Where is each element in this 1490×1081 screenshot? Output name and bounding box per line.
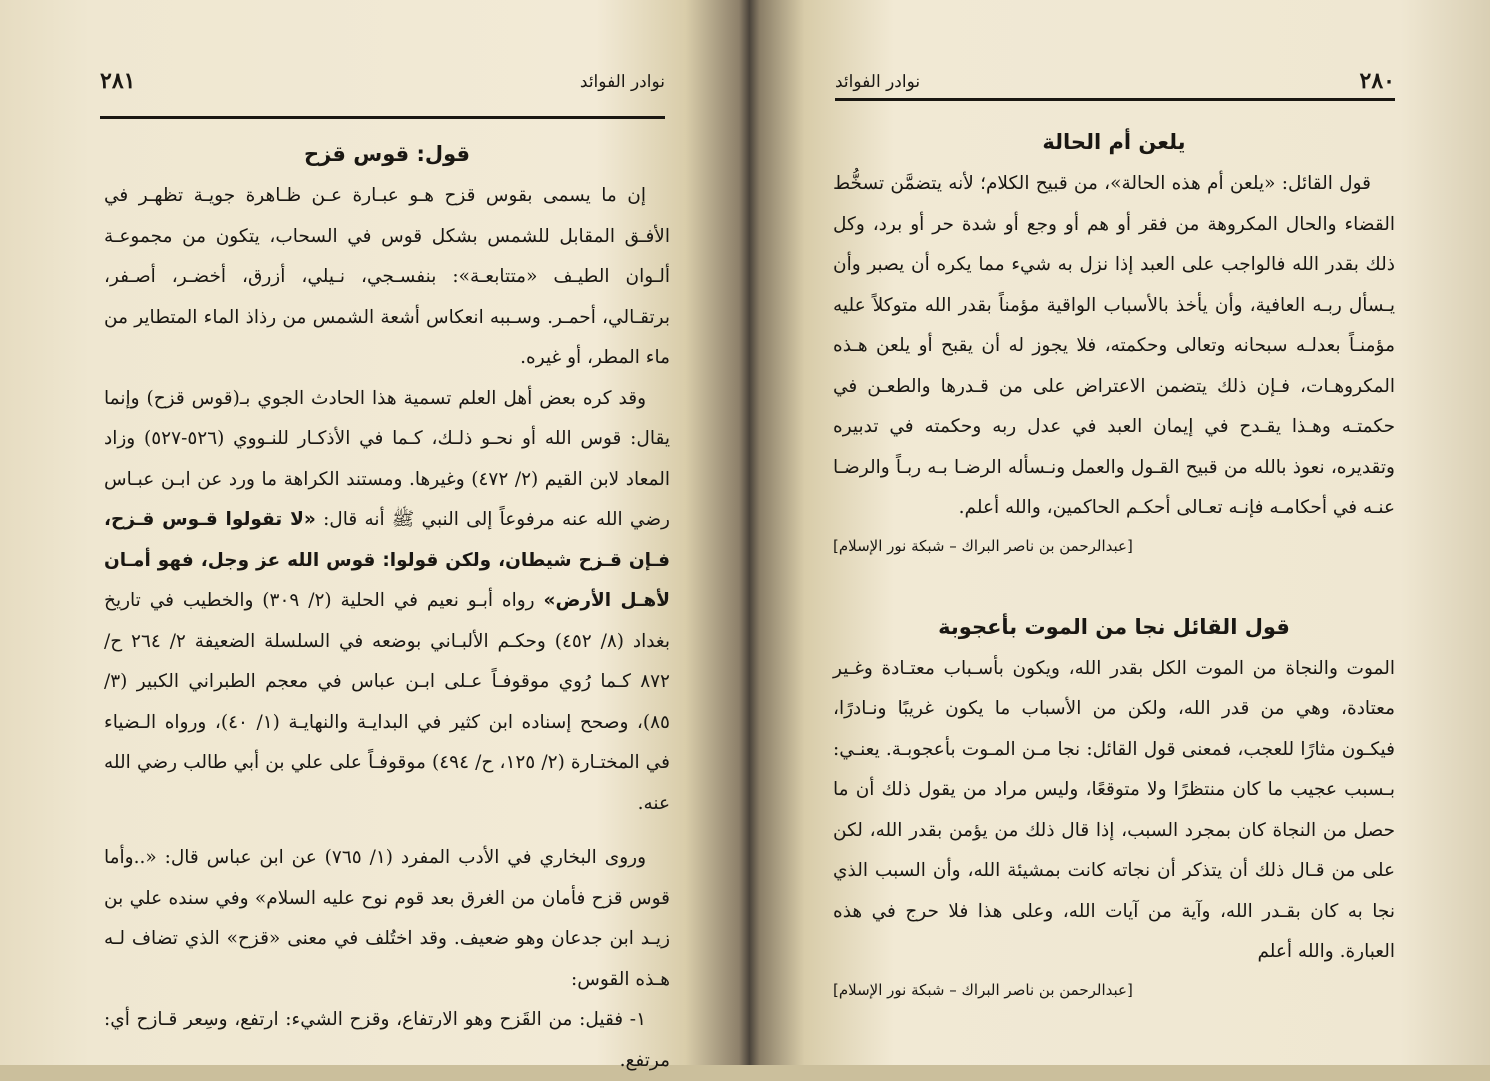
page-281 bbox=[0, 0, 745, 1071]
paragraph: قول القائل: «يلعن أم هذه الحالة»، من قبيح الكلام؛ لأنه يتضمَّن تسخُّط القضاء والحال المكروهة من فقر أو هم أو وجع أو شدة حر أو برد، وكل ذلك بقدر الله فالواجب على العبد إذا نزل به شيء مما يكره أن يصبر وأن يـسأل ربـه العافية، وأن يأخذ بالأسباب الواقية مؤمناً بقدر الله متوكلاً عليه مؤمنـاً بعدلـه سبحانه وتعالى وحكمته، فلا يجوز له أن يقبح أو يلعن هـذه المكروهـات، فـإن ذلك يتضمن الاعتراض على من قـدرها والطعـن في حكمتـه وهـذا يقـدح في إيمان العبد في عدل ربه وحكمته في تدبيره وتقديره، نعوذ بالله من قبيح القـول والعمل ونـسأله الرضـا بـه ربـاً والرضـا عنـه في أحكامـه فإنـه تعـالى أحكـم الحاكمين، والله أعلم. bbox=[833, 173, 1395, 518]
paragraph: وروى البخاري في الأدب المفرد (١/ ٧٦٥) عن ابن عباس قال: «..وأما قوس قزح فأمان من الغرق بعد قوم نوح عليه السلام» وفي سنده علي بن زيـد ابن جدعان وهو ضعيف. وقد اختُلف في معنى «قزح» الذي تضاف لـه هـذه القوس: bbox=[104, 847, 670, 990]
hadith-quote: «لا تقولوا قـوس قـزح، فـإن قـزح شيطان، ولكن قولوا: قوس الله عز وجل، فهو أمـان لأهـل الأرض» bbox=[104, 509, 670, 611]
section-heading: قول القائل نجا من الموت بأعجوبة bbox=[938, 614, 1290, 639]
paragraph bbox=[104, 379, 670, 825]
paragraph: إن ما يسمى بقوس قزح هـو عبـارة عـن ظـاهرة جويـة تظهـر في الأفـق المقابل للشمس بشكل قوس في السحاب، يتكون من مجموعـة ألـوان الطيـف «متتابعـة»: بنفسـجي، نـيلي، أزرق، أخضـر، أصـفر، برتقـالي، أحمـر. وسـببه انعكاس أشعة الشمس من رذاذ الماء المتطاير من ماء المطر، أو غيره. bbox=[104, 185, 670, 368]
running-title: نوادر الفوائد bbox=[579, 72, 665, 92]
paragraph-text: رواه أبـو نعيم في الحلية (٢/ ٣٠٩) والخطيب في تاريخ بغداد (٨/ ٤٥٢) وحكـم الألبـاني بوضعه في السلسلة الضعيفة ٢/ ٢٦٤ ح/ ٨٧٢ كـما رُوي موقوفـاً عـلى ابـن عباس في معجم الطبراني الكبير (٣/ ٨٥)، وصحح إسناده ابن كثير في البدايـة والنهايـة (١/ ٤٠)، ورواه الـضياء في المختـارة (٢/ ١٢٥، ح/ ٤٩٤) موقوفـاً على علي بن أبي طالب رضي الله عنه. bbox=[104, 590, 670, 814]
page-body bbox=[833, 120, 1395, 1005]
header-rule bbox=[835, 98, 1395, 101]
header-rule bbox=[100, 116, 665, 119]
attribution: [عبدالرحمن بن ناصر البراك – شبكة نور الإسلام] bbox=[833, 980, 1133, 999]
paragraph-text: وقد كره بعض أهل العلم تسمية هذا الحادث الجوي بـ(قوس قزح) وإنما يقال: قوس الله أو نحـو ذلـك، كـما في الأذكـار للنـووي (٥٢٦-٥٢٧) وزاد المعاد لابن القيم (٢/ ٤٧٢) وغيرها. ومستند الكراهة ما ورد عن ابـن عبـاس رضي الله عنه مرفوعاً إلى النبي ﷺ أنه قال: bbox=[104, 387, 670, 530]
running-head bbox=[100, 68, 665, 108]
running-head bbox=[835, 68, 1395, 108]
paragraph: الموت والنجاة من الموت الكل بقدر الله، ويكون بأسـباب معتـادة وغـير معتادة، وهي من قدر الله، ولكن من الأسباب ما يكون غريبًا ونـادرًا، فيكـون مثارًا للعجب، فمعنى قول القائل: نجا مـن المـوت بأعجوبـة. يعنـي: بـسبب عجيب ما كان منتظرًا ولا متوقعًا، وليس مراد من يقول ذلك أن ما حصل من النجاة كان بمجرد السبب، إذا قال ذلك من يؤمن بقدر الله، لكن على من قـال ذلك أن يتذكر أن نجاته كانت بمشيئة الله، وأن السبب الذي نجا به كان بقـدر الله، وآية من آيات الله، وعلى هذا فلا حرج في هذه العبارة. والله أعلم bbox=[833, 657, 1395, 962]
running-title: نوادر الفوائد bbox=[835, 72, 921, 92]
attribution: [عبدالرحمن بن ناصر البراك – شبكة نور الإسلام] bbox=[833, 536, 1133, 555]
page-body bbox=[104, 132, 670, 1081]
page-number: ٢٨١ bbox=[100, 68, 136, 94]
list-item: ١- فقيل: من القَزح وهو الارتفاع، وقزح الشيء: ارتفع، وسِعر قـازح أي: مرتفع. bbox=[104, 1009, 670, 1071]
section-heading: يلعن أم الحالة bbox=[1042, 130, 1186, 154]
page-280 bbox=[745, 0, 1490, 1065]
page-number: ٢٨٠ bbox=[1359, 68, 1395, 94]
section-heading: قول: قوس قزح bbox=[303, 142, 470, 166]
